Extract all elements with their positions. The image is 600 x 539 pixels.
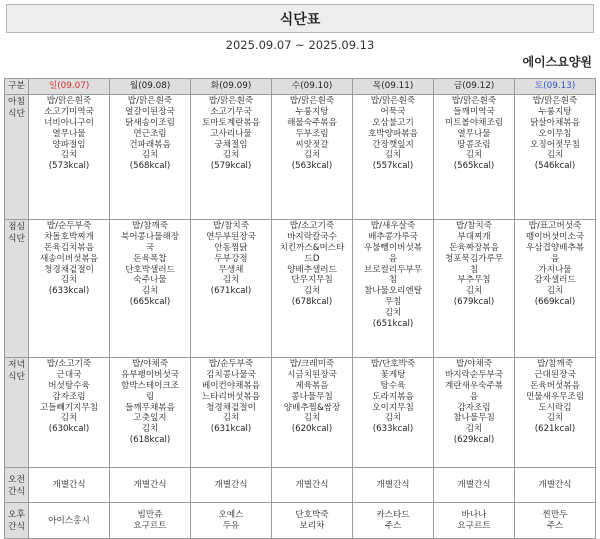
- menu-item: 무침: [384, 297, 402, 308]
- menu-item: 밥/맑은흰죽: [289, 96, 335, 106]
- menu-item: 양파절임: [52, 139, 86, 150]
- menu-item: 오이무침: [538, 128, 572, 139]
- meal-label-line: 식단: [8, 372, 25, 382]
- menu-item: 카스타드: [376, 510, 410, 521]
- menu-item: (651kcal): [372, 319, 414, 330]
- menu-item: 부추무침: [457, 275, 491, 286]
- menu-item: 고들빼기지무침: [39, 402, 99, 413]
- menu-item: 침: [388, 275, 398, 286]
- meal-label-line: 오후: [8, 510, 25, 520]
- menu-item: 김치: [222, 413, 240, 424]
- menu-item: 김치: [465, 424, 483, 435]
- menu-item: 국: [145, 242, 155, 253]
- menu-item: 안동찜닭: [214, 242, 248, 253]
- menu-item: 돈육김치볶음: [44, 242, 94, 253]
- menu-item: 밥/맑은흰죽: [208, 96, 254, 106]
- menu-item: 밥/순두부죽: [208, 359, 254, 369]
- meal-label: [5, 468, 29, 503]
- menu-item: (620kcal): [291, 424, 333, 435]
- menu-item: 참나물오리엔탈: [363, 286, 423, 297]
- menu-item: 오삼불고기: [372, 117, 414, 128]
- menu-cell: [272, 95, 353, 220]
- meal-label-line: 간식: [8, 486, 25, 497]
- menu-item: (669kcal): [534, 297, 576, 308]
- menu-item: 꽃게탕: [380, 369, 406, 380]
- menu-item: 닭새송이조림: [125, 117, 175, 128]
- menu-item: 도시락김: [538, 402, 572, 413]
- menu-item: 김치: [303, 286, 321, 297]
- menu-cell: [434, 220, 515, 358]
- menu-cell: [110, 220, 191, 358]
- menu-item: (568kcal): [129, 161, 171, 172]
- menu-item: 콩나물무침: [291, 391, 333, 402]
- menu-item: (629kcal): [453, 435, 495, 446]
- menu-item: 바나나: [461, 510, 487, 521]
- day-header: 일(09.07): [29, 79, 110, 95]
- menu-cell: [353, 95, 434, 220]
- meal-label: [5, 95, 29, 220]
- menu-item: 얼갈이된장국: [125, 106, 175, 117]
- menu-item: 오예스: [218, 510, 244, 521]
- menu-item: (665kcal): [129, 297, 171, 308]
- menu-item: (563kcal): [291, 161, 333, 172]
- menu-item: 림: [145, 391, 155, 402]
- menu-cell: [272, 503, 353, 539]
- menu-item: 근대국: [56, 369, 82, 380]
- menu-body: [5, 95, 596, 539]
- menu-cell: [191, 358, 272, 468]
- menu-item: 제육볶음: [295, 380, 329, 391]
- menu-item: 밥/참치죽: [455, 221, 493, 231]
- day-header: 화(09.09): [191, 79, 272, 95]
- menu-cell: [191, 95, 272, 220]
- menu-item: 김치: [384, 413, 402, 424]
- menu-cell: [353, 503, 434, 539]
- menu-item: (631kcal): [210, 424, 252, 435]
- menu-item: 김치콩나물국: [206, 369, 256, 380]
- menu-item: 밥/맑은흰죽: [127, 96, 173, 106]
- menu-item: 김치: [222, 275, 240, 286]
- menu-item: 양배추찜&쌈장: [283, 402, 341, 413]
- menu-item: 고사리나물: [210, 128, 252, 139]
- menu-item: 소고기미역국: [44, 106, 94, 117]
- menu-cell: [29, 358, 110, 468]
- meal-row-snack-pm: [5, 503, 596, 539]
- meal-label: [5, 358, 29, 468]
- menu-item: 유부팽이버섯국: [120, 369, 180, 380]
- menu-item: 청경채겉절이: [44, 264, 94, 275]
- menu-item: (679kcal): [453, 297, 495, 308]
- menu-item: 민물새우무조림: [525, 391, 585, 402]
- menu-item: 새송이버섯볶음: [39, 253, 99, 264]
- menu-item: 돈육짜장볶음: [449, 242, 499, 253]
- menu-item: (671kcal): [210, 286, 252, 297]
- menu-item: 열무나물: [457, 128, 491, 139]
- menu-item: 감자조림: [52, 391, 86, 402]
- menu-item: 김치: [303, 413, 321, 424]
- menu-cell: [434, 503, 515, 539]
- meal-row-breakfast: [5, 95, 596, 220]
- date-range: 2025.09.07 ~ 2025.09.13: [225, 38, 375, 52]
- menu-item: 베이컨야채볶음: [201, 380, 261, 391]
- menu-item: 밥/새우살죽: [370, 221, 416, 231]
- menu-item: 누룽지탕: [295, 106, 329, 117]
- menu-item: 숙주나물: [133, 275, 167, 286]
- menu-item: 참나물무침: [453, 413, 495, 424]
- menu-item: 닭살아채볶음: [530, 117, 580, 128]
- menu-item: 두부강정: [214, 253, 248, 264]
- menu-item: 침: [469, 264, 479, 275]
- menu-item: 건파래볶음: [129, 139, 171, 150]
- menu-item: 밥/참치죽: [212, 221, 250, 231]
- menu-item: 바지락칼국수: [287, 231, 337, 242]
- menu-item: 밥/단호박죽: [370, 359, 416, 369]
- menu-item: 음: [550, 253, 560, 264]
- menu-item: 밥/맑은흰죽: [370, 96, 416, 106]
- menu-cell: [515, 95, 596, 220]
- menu-item: 빔만쥬: [137, 510, 163, 521]
- menu-item: 우삼겹양배추볶: [525, 242, 585, 253]
- menu-item: 보리차: [299, 521, 325, 531]
- meal-label: [5, 503, 29, 539]
- menu-item: 밥/소고기죽: [289, 221, 335, 231]
- menu-item: 씨앗젓갈: [295, 139, 329, 150]
- menu-item: (546kcal): [534, 161, 576, 172]
- menu-item: 근대된장국: [534, 369, 576, 380]
- menu-item: 밥/야채죽: [455, 359, 493, 369]
- menu-item: 들깨무채볶음: [125, 402, 175, 413]
- meal-row-snack-am: [5, 468, 596, 503]
- menu-item: (557kcal): [372, 161, 414, 172]
- menu-item: 브로컬리두부무: [363, 264, 423, 275]
- meal-label-line: 식단: [8, 109, 25, 119]
- menu-item: 팽이버섯미소국: [525, 231, 585, 242]
- menu-item: 김치: [141, 424, 159, 435]
- menu-item: 부대찌개: [457, 231, 491, 242]
- menu-cell: [515, 468, 596, 503]
- menu-item: 치킨까스&머스타: [279, 242, 345, 253]
- menu-item: 밥/참깨죽: [131, 221, 169, 231]
- menu-cell: [110, 468, 191, 503]
- menu-cell: [272, 358, 353, 468]
- menu-item: 해물숙주볶음: [287, 117, 337, 128]
- menu-item: 김치: [141, 150, 159, 161]
- menu-item: 궁채절임: [214, 139, 248, 150]
- menu-item: 밥/맑은흰죽: [532, 96, 578, 106]
- menu-item: 밥/표고버섯죽: [528, 221, 582, 231]
- menu-item: 차돌호박찌개: [44, 231, 94, 242]
- meal-label-line: 오전: [8, 474, 25, 485]
- weekly-menu-table: [4, 78, 596, 539]
- menu-cell: [515, 220, 596, 358]
- menu-item: (678kcal): [291, 297, 333, 308]
- menu-item: 밥/맑은흰죽: [46, 96, 92, 106]
- menu-cell: [353, 358, 434, 468]
- menu-item: 북어콩나물해장: [120, 231, 180, 242]
- menu-item: 땅콩조림: [457, 139, 491, 150]
- corner-header: 구분: [5, 79, 29, 95]
- menu-item: 단호박죽: [295, 510, 329, 521]
- menu-item: 음: [388, 253, 398, 264]
- menu-item: 고춧잎지: [133, 413, 167, 424]
- menu-item: 너비아니구이: [44, 117, 94, 128]
- menu-item: 김치: [546, 413, 564, 424]
- menu-item: 밥/크레미죽: [289, 359, 335, 369]
- menu-item: 소고기무국: [210, 106, 252, 117]
- menu-item: 드D: [304, 253, 320, 264]
- header-row: [5, 79, 596, 95]
- menu-item: 밥/순두부죽: [46, 221, 92, 231]
- menu-item: (633kcal): [48, 286, 90, 297]
- menu-item: 가지나물: [538, 264, 572, 275]
- menu-cell: [110, 503, 191, 539]
- menu-cell: [110, 95, 191, 220]
- menu-cell: [191, 468, 272, 503]
- menu-item: 호박양파볶음: [368, 128, 418, 139]
- menu-item: 개별간식: [52, 480, 86, 491]
- menu-item: 돈육폭찹: [133, 253, 167, 264]
- menu-item: 들깨미역국: [453, 106, 495, 117]
- menu-cell: [29, 468, 110, 503]
- menu-item: 돈육버섯볶음: [530, 380, 580, 391]
- day-header: 수(09.10): [272, 79, 353, 95]
- menu-item: 아이스홍시: [48, 515, 90, 526]
- menu-cell: [434, 358, 515, 468]
- menu-item: 주스: [546, 521, 564, 531]
- menu-item: 김치: [384, 308, 402, 319]
- menu-item: 개별간식: [457, 480, 491, 491]
- menu-item: 김치: [141, 286, 159, 297]
- menu-cell: [272, 220, 353, 358]
- menu-item: 청경채겉절이: [206, 402, 256, 413]
- menu-item: 밥/소고기죽: [46, 359, 92, 369]
- menu-item: 미트볼야채조림: [444, 117, 504, 128]
- menu-item: (633kcal): [372, 424, 414, 435]
- menu-item: 개별간식: [133, 480, 167, 491]
- menu-cell: [110, 358, 191, 468]
- menu-item: 계란새우숙주볶: [444, 380, 504, 391]
- menu-item: 개별간식: [214, 480, 248, 491]
- menu-cell: [191, 220, 272, 358]
- day-header: 월(09.08): [110, 79, 191, 95]
- menu-item: 두유: [222, 521, 240, 531]
- meal-label-line: 아침: [8, 97, 25, 107]
- menu-cell: [353, 468, 434, 503]
- menu-cell: [434, 468, 515, 503]
- day-header: 토(09.13): [515, 79, 596, 95]
- menu-item: 도라지볶음: [372, 391, 414, 402]
- menu-item: 간장깻잎지: [372, 139, 414, 150]
- menu-item: 오이지무침: [372, 402, 414, 413]
- menu-item: 연두부된장국: [206, 231, 256, 242]
- menu-cell: [353, 220, 434, 358]
- menu-item: 김치: [60, 275, 78, 286]
- menu-item: (618kcal): [129, 435, 171, 446]
- menu-item: 연근조림: [133, 128, 167, 139]
- menu-item: 김치: [60, 413, 78, 424]
- menu-item: 탕수육: [380, 380, 406, 391]
- day-header: 금(09.12): [434, 79, 515, 95]
- menu-item: 음: [469, 391, 479, 402]
- menu-cell: [515, 503, 596, 539]
- menu-item: 누룽지탕: [538, 106, 572, 117]
- menu-item: 두부조림: [295, 128, 329, 139]
- menu-item: 찐만두: [542, 510, 568, 521]
- meal-label-line: 간식: [8, 522, 25, 532]
- menu-item: 김치: [546, 286, 564, 297]
- menu-item: 버섯탕수육: [48, 380, 90, 391]
- menu-item: 배추콩가루국: [368, 231, 418, 242]
- menu-item: 김치: [60, 150, 78, 161]
- menu-cell: [191, 503, 272, 539]
- menu-item: 토마토계란볶음: [201, 117, 261, 128]
- menu-cell: [29, 95, 110, 220]
- day-header: 목(09.11): [353, 79, 434, 95]
- menu-item: 개별간식: [295, 480, 329, 491]
- menu-item: 시금치된장국: [287, 369, 337, 380]
- menu-item: 밥/참깨죽: [536, 359, 574, 369]
- meal-label-line: 점심: [8, 222, 25, 232]
- meal-label: [5, 220, 29, 358]
- menu-item: 어묵국: [380, 106, 406, 117]
- menu-item: 함박스테이크조: [120, 380, 180, 391]
- menu-item: 열무나물: [52, 128, 86, 139]
- menu-item: 김치: [465, 150, 483, 161]
- menu-cell: [434, 95, 515, 220]
- menu-item: (565kcal): [453, 161, 495, 172]
- menu-item: 무생채: [218, 264, 244, 275]
- menu-item: 감자샐러드: [534, 275, 576, 286]
- meal-label-line: 식단: [8, 234, 25, 244]
- menu-item: 청포묵김가루무: [444, 253, 504, 264]
- menu-item: 김치: [546, 150, 564, 161]
- menu-item: 김치: [222, 150, 240, 161]
- menu-item: 양배추샐러드: [287, 264, 337, 275]
- menu-item: 우불뼁이버섯볶: [363, 242, 423, 253]
- facility-name: 에이스요양원: [522, 55, 592, 69]
- menu-item: 김치: [303, 150, 321, 161]
- meal-label-line: 저녁: [8, 360, 25, 370]
- menu-cell: [272, 468, 353, 503]
- menu-item: 오징어젓무침: [530, 139, 580, 150]
- menu-item: 요구르트: [457, 521, 491, 531]
- menu-cell: [515, 358, 596, 468]
- menu-item: (630kcal): [48, 424, 90, 435]
- menu-item: 주스: [384, 521, 402, 531]
- menu-item: 개별간식: [538, 480, 572, 491]
- menu-cell: [29, 503, 110, 539]
- menu-item: 바지락순두부국: [444, 369, 504, 380]
- menu-item: (573kcal): [48, 161, 90, 172]
- menu-title-box: [6, 4, 594, 33]
- menu-item: 김치: [384, 150, 402, 161]
- menu-item: 단무지무침: [291, 275, 333, 286]
- menu-item: (621kcal): [534, 424, 576, 435]
- menu-item: 개별간식: [376, 480, 410, 491]
- menu-item: 김치: [465, 286, 483, 297]
- menu-item: 단호박샐러드: [125, 264, 175, 275]
- menu-item: 감자조림: [457, 402, 491, 413]
- menu-item: (579kcal): [210, 161, 252, 172]
- page-title: 식단표: [279, 11, 321, 28]
- menu-item: 요구르트: [133, 521, 167, 531]
- menu-item: 느타리버섯볶음: [201, 391, 261, 402]
- menu-item: 밥/맑은흰죽: [451, 96, 497, 106]
- menu-item: 밥/야채죽: [131, 359, 169, 369]
- meal-row-lunch: [5, 220, 596, 358]
- meal-row-dinner: [5, 358, 596, 468]
- menu-cell: [29, 220, 110, 358]
